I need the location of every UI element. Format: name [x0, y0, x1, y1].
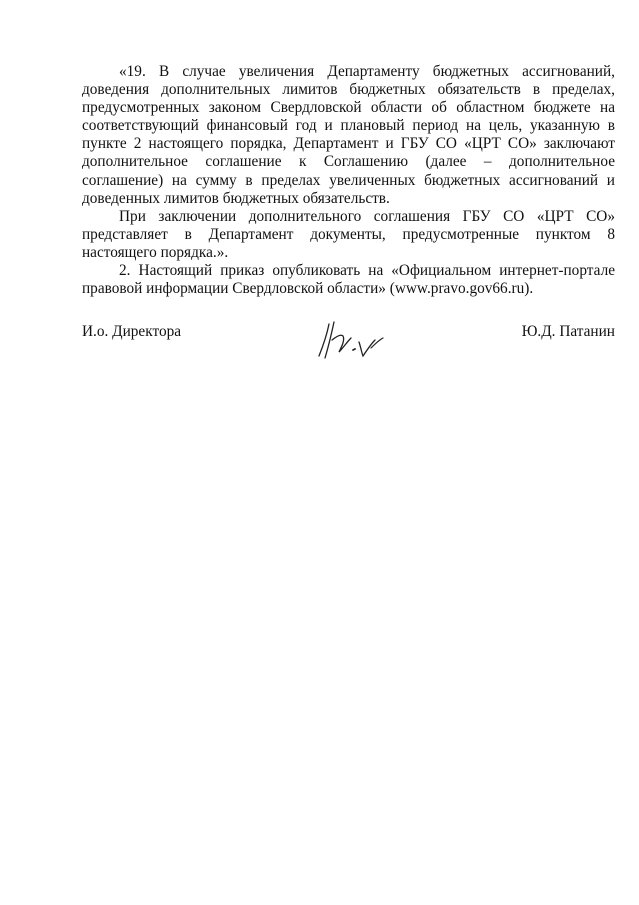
paragraph-supplementary-agreement: При заключении дополнительного соглашения ГБУ СО «ЦРТ СО» представляет в Департамент документы, предусмотренные пунктом 8 настоящего порядка.».: [82, 207, 615, 261]
document-body: [82, 63, 615, 298]
signatory-name: Ю.Д. Патанин: [521, 323, 615, 340]
signature-block: [82, 320, 615, 370]
paragraph-item-19: «19. В случае увеличения Департаменту бюджетных ассигнований, доведения дополнительных лимитов бюджетных обязательств в пределах, предусмотренных законом Свердловской области об областном бюджете на соответствующий финансовый год и плановый период на цель, указанную в пункте 2 настоящего порядка, Департамент и ГБУ СО «ЦРТ СО» заключают дополнительное соглашение к Соглашению (далее – дополнительное соглашение) на сумму в пределах увеличенных бюджетных ассигнований и доведенных лимитов бюджетных обязательств.: [82, 63, 615, 207]
handwritten-signature-icon: [315, 316, 387, 362]
signatory-title: И.о. Директора: [82, 323, 182, 340]
paragraph-publication: 2. Настоящий приказ опубликовать на «Официальном интернет-портале правовой информации Свердловской области» (www.pravo.gov66.ru).: [82, 262, 615, 298]
